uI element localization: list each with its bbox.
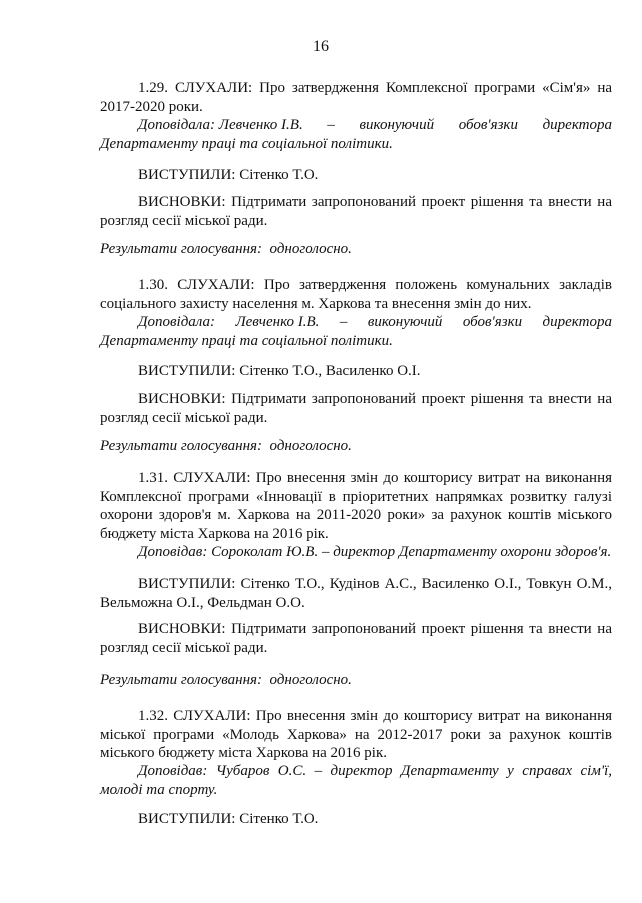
- heard-line: 1.30. СЛУХАЛИ: Про затвердження положень комунальних закладів: [138, 277, 612, 293]
- reporter-line: Департаменту праці та соціальної політики.: [100, 332, 393, 349]
- vote-value: одноголосно.: [269, 438, 352, 454]
- reporter-1-31: [100, 543, 612, 562]
- reporter-line: [100, 116, 612, 135]
- vote-1-30: [100, 437, 612, 456]
- heard-line: Комплексної програми «Інновації в пріоритетних напрямках розвитку галузі: [100, 488, 612, 505]
- conclusion-1-30: [100, 390, 612, 427]
- reporter-part: Доповідала:: [138, 314, 216, 330]
- heard-line: бюджету міста Харкова на 2016 рік.: [100, 525, 329, 542]
- reporter-part: Доповідала: Левченко І.В.: [138, 117, 303, 133]
- reporter-part: директора: [542, 117, 612, 133]
- page-number: 16: [313, 38, 329, 55]
- heard-line: 2017-2020 роки.: [100, 98, 203, 115]
- vote-value: одноголосно.: [269, 241, 352, 257]
- spoke-line: ВИСТУПИЛИ: Сітенко Т.О., Василенко О.І.: [138, 363, 421, 379]
- reporter-line: Доповідав: Чубаров О.С. – директор Департаменту у справах сім'ї,: [138, 763, 612, 779]
- heard-line: міського бюджету міста Харкова на 2016 рік.: [100, 745, 388, 761]
- conclusion-line: розгляд сесії міської ради.: [100, 212, 268, 229]
- spoke-1-30: [100, 362, 612, 381]
- vote-1-29: [100, 240, 612, 259]
- vote-1-31: [100, 671, 612, 690]
- item-1-32: [100, 707, 612, 763]
- reporter-part: виконуючий: [359, 117, 435, 133]
- vote-label: Результати голосування:: [100, 241, 263, 257]
- reporter-part: виконуючий: [367, 314, 443, 330]
- conclusion-line: ВИСНОВКИ: Підтримати запропонований проект рішення та внести на: [138, 194, 612, 210]
- reporter-line: [100, 313, 612, 332]
- conclusion-1-31: [100, 620, 612, 657]
- item-1-31: [100, 469, 612, 543]
- heard-line: міської програми «Молодь Харкова» на 2012-2017 роки за рахунок коштів: [100, 726, 612, 743]
- reporter-line: молоді та спорту.: [100, 781, 218, 798]
- item-1-30: [100, 276, 612, 313]
- heard-line: соціального захисту населення м. Харкова та внесення змін до них.: [100, 295, 532, 312]
- spoke-line: ВИСТУПИЛИ: Сітенко Т.О.: [138, 167, 319, 183]
- spoke-1-29: [100, 166, 612, 185]
- heard-line: 1.31. СЛУХАЛИ: Про внесення змін до кошторису витрат на виконання: [138, 470, 612, 486]
- spoke-line: Вельможна О.І., Фельдман О.О.: [100, 594, 305, 611]
- heard-line: 1.29. СЛУХАЛИ: Про затвердження Комплексної програми «Сім'я» на: [138, 80, 612, 96]
- reporter-part: –: [339, 314, 348, 330]
- conclusion-line: розгляд сесії міської ради.: [100, 639, 268, 656]
- vote-label: Результати голосування:: [100, 438, 263, 454]
- reporter-1-29: [100, 116, 612, 153]
- reporter-1-32: [100, 762, 612, 799]
- reporter-part: Левченко І.В.: [235, 314, 320, 330]
- reporter-part: директора: [542, 314, 612, 330]
- vote-label: Результати голосування:: [100, 672, 263, 688]
- spoke-line: ВИСТУПИЛИ: Сітенко Т.О., Кудінов А.С., Василенко О.І., Товкун О.М.,: [138, 576, 612, 592]
- reporter-line: Доповідав: Сороколат Ю.В. – директор Департаменту охорони здоров'я.: [138, 544, 612, 560]
- conclusion-line: ВИСНОВКИ: Підтримати запропонований проект рішення та внести на: [138, 391, 612, 407]
- spoke-line: ВИСТУПИЛИ: Сітенко Т.О.: [138, 811, 319, 827]
- item-1-29: [100, 79, 612, 116]
- conclusion-line: ВИСНОВКИ: Підтримати запропонований проект рішення та внести на: [138, 621, 612, 637]
- conclusion-1-29: [100, 193, 612, 230]
- vote-value: одноголосно.: [269, 672, 352, 688]
- heard-line: 1.32. СЛУХАЛИ: Про внесення змін до кошторису витрат на виконання: [138, 708, 612, 724]
- reporter-part: –: [327, 117, 335, 133]
- reporter-line: Департаменту праці та соціальної політики.: [100, 135, 393, 152]
- reporter-part: обов'язки: [462, 314, 523, 330]
- conclusion-line: розгляд сесії міської ради.: [100, 409, 268, 426]
- spoke-1-31: [100, 575, 612, 612]
- reporter-1-30: [100, 313, 612, 350]
- reporter-part: обов'язки: [458, 117, 518, 133]
- spoke-1-32: [100, 810, 612, 829]
- heard-line: охорони здоров'я м. Харкова на 2011-2020 роки» за рахунок коштів міського: [100, 507, 612, 523]
